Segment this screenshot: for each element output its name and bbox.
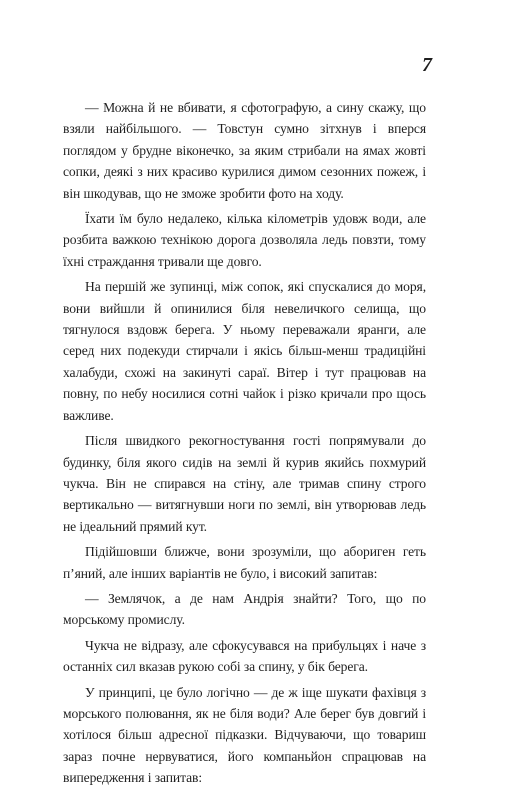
paragraph: На першій же зупинці, між сопок, які спускалися до моря, вони вийшли й опинилися біля невеличкого селища, що тягнулося вздовж берега. У ньому переважали яранги, але серед них подекуди стирчали і якісь більш-менш традиційні халабуди, схожі на закинуті сараї. Вітер і тут працював на повну, по небу носилися сотні чайок і різко кричали про щось важливе. xyxy=(63,279,426,423)
paragraph: — Землячок, а де нам Андрія знайти? Того, що по морському промислу. xyxy=(63,590,426,628)
paragraph: — Можна й не вбивати, я сфотографую, а сину скажу, що взяли найбільшого. — Товстун сумно зітхнув і вперся поглядом у брудне віконечко, за яким стрибали на ямах жовті сопки, деякі з них красиво курилися димом сезонних пожеж, і він шкодував, що не зможе зробити фото на ходу. xyxy=(63,100,426,201)
page-number: 7 xyxy=(422,54,432,76)
paragraph: Після швидкого рекогностування гості попрямували до будинку, біля якого сидів на землі й курив якийсь похмурий чукча. Він не спирався на стіну, але тримав спину строго вертикально — витягнувши ноги по землі, він утворював ледь не ідеальний прямий кут. xyxy=(63,433,426,534)
paragraph: Підійшовши ближче, вони зрозуміли, що абориген геть п’яний, але інших варіантів не було, і високий запитав: xyxy=(63,544,426,581)
paragraph: Їхати їм було недалеко, кілька кілометрів удовж води, але розбита важкою технікою дорога дозволяла ледь повзти, тому їхні страждання тривали ще довго. xyxy=(63,211,426,269)
paragraph: У принципі, це було логічно — де ж іще шукати фахівця з морського полювання, як не біля води? Але берег був довгий і хотілося більш адресної підказки. Відчуваючи, що товариш зараз почне нервуватися, його компаньйон спрацював на випередження і запитав: xyxy=(63,684,426,786)
body-text xyxy=(63,97,426,789)
paragraph: Чукча не відразу, але сфокусувався на прибульцях і наче з останніх сил вказав рукою собі за спину, у бік берега. xyxy=(63,637,426,675)
